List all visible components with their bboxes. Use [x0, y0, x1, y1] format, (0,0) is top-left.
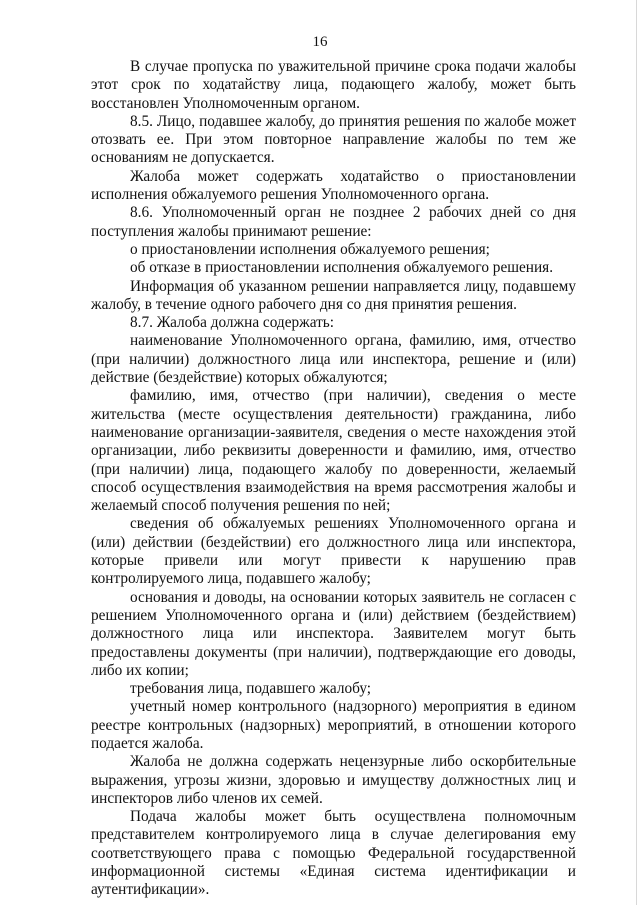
paragraph-2: 8.5. Лицо, подавшее жалобу, до принятия решения по жалобе может отозвать ее. При этом повторное направление жалобы по тем же основаниям не допускается.: [91, 112, 576, 167]
paragraph-13: требования лица, подавшего жалобу;: [130, 680, 372, 698]
paragraph-12: основания и доводы, на основании которых заявитель не согласен с решением Уполномоченного органа и (или) действием (бездействием) должностного лица или инспектора. Заявителем могут быть предоставлены документы (при наличии), подтверждающие его доводы, либо их копии;: [91, 588, 576, 679]
paragraph-8: 8.7. Жалоба должна содержать:: [130, 314, 335, 332]
page-number: 16: [312, 34, 328, 50]
paragraph-5: о приостановлении исполнения обжалуемого решения;: [130, 240, 490, 258]
paragraph-6: об отказе в приостановлении исполнения обжалуемого решения.: [130, 259, 554, 277]
paragraph-14: учетный номер контрольного (надзорного) мероприятия в едином реестре контрольных (надзорных) мероприятий, в отношении которого подается жалоба.: [91, 698, 576, 752]
document-body: [91, 58, 576, 900]
paragraph-3: Жалоба может содержать ходатайство о приостановлении исполнения обжалуемого решения Уполномоченного органа.: [91, 167, 576, 204]
paragraph-9: наименование Уполномоченного органа, фамилию, имя, отчество (при наличии) должностного лица или инспектора, решение и (или) действие (бездействие) которых обжалуются;: [91, 332, 576, 387]
paragraph-15: Жалоба не должна содержать нецензурные либо оскорбительные выражения, угрозы жизни, здоровью и имуществу должностных лиц и инспекторов либо членов их семей.: [91, 753, 576, 807]
paragraph-10: фамилию, имя, отчество (при наличии), сведения о месте жительства (месте осуществления деятельности) гражданина, либо наименование организации-заявителя, сведения о месте нахождения этой организации, либо реквизиты доверенности и фамилию, имя, отчество (при наличии) лица, подающего жалобу по доверенности, желаемый способ осуществления взаимодействия на время рассмотрения жалобы и желаемый способ получения решения по ней;: [91, 387, 576, 515]
paragraph-16: Подача жалобы может быть осуществлена полномочным представителем контролируемого лица в случае делегирования ему соответствующего права с помощью Федеральной государственной информационной системы «Единая система идентификации и аутентификации».: [91, 808, 576, 899]
scan-edge-line: [636, 0, 637, 905]
paragraph-1: В случае пропуска по уважительной причине срока подачи жалобы этот срок по ходатайству лица, подающего жалобу, может быть восстановлен Уполномоченным органом.: [91, 58, 576, 112]
paragraph-7: Информация об указанном решении направляется лицу, подавшему жалобу, в течение одного рабочего дня со дня принятия решения.: [91, 277, 576, 313]
paragraph-4: 8.6. Уполномоченный орган не позднее 2 рабочих дней со дня поступления жалобы принимают решение:: [91, 204, 576, 240]
paragraph-11: сведения об обжалуемых решениях Уполномоченного органа и (или) действии (бездействии) его должностного лица или инспектора, которые привели или могут привести к нарушению прав контролируемого лица, подавшего жалобу;: [91, 515, 576, 588]
